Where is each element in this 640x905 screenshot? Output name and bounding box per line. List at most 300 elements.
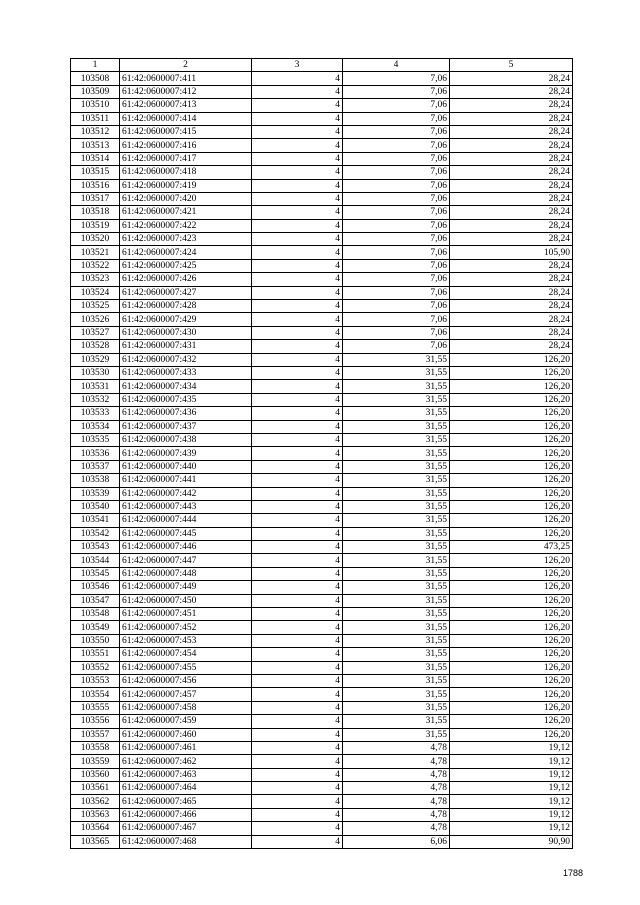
column-3-cell: 4 bbox=[252, 621, 343, 634]
column-3-cell: 4 bbox=[252, 581, 343, 594]
row-number-cell: 103530 bbox=[71, 366, 120, 379]
row-number-cell: 103528 bbox=[71, 340, 120, 353]
cadastral-number-cell: 61:42:0600007:463 bbox=[120, 768, 252, 781]
column-4-cell: 4,78 bbox=[343, 795, 450, 808]
row-number-cell: 103522 bbox=[71, 259, 120, 272]
column-header-5: 5 bbox=[450, 59, 573, 72]
table-row bbox=[71, 366, 573, 379]
cadastral-number-cell: 61:42:0600007:414 bbox=[120, 112, 252, 125]
row-number-cell: 103541 bbox=[71, 514, 120, 527]
cadastral-number-cell: 61:42:0600007:450 bbox=[120, 594, 252, 607]
cadastral-number-cell: 61:42:0600007:422 bbox=[120, 219, 252, 232]
table-row bbox=[71, 594, 573, 607]
column-3-cell: 4 bbox=[252, 608, 343, 621]
column-4-cell: 31,55 bbox=[343, 460, 450, 473]
table-row bbox=[71, 808, 573, 821]
row-number-cell: 103509 bbox=[71, 85, 120, 98]
cadastral-number-cell: 61:42:0600007:453 bbox=[120, 634, 252, 647]
column-4-cell: 7,06 bbox=[343, 313, 450, 326]
column-3-cell: 4 bbox=[252, 554, 343, 567]
column-5-cell: 126,20 bbox=[450, 674, 573, 687]
row-number-cell: 103524 bbox=[71, 286, 120, 299]
column-3-cell: 4 bbox=[252, 474, 343, 487]
table-row bbox=[71, 835, 573, 848]
cadastral-number-cell: 61:42:0600007:441 bbox=[120, 474, 252, 487]
cadastral-number-cell: 61:42:0600007:447 bbox=[120, 554, 252, 567]
column-3-cell: 4 bbox=[252, 125, 343, 138]
table-row bbox=[71, 822, 573, 835]
column-3-cell: 4 bbox=[252, 313, 343, 326]
column-5-cell: 126,20 bbox=[450, 621, 573, 634]
column-3-cell: 4 bbox=[252, 755, 343, 768]
cadastral-number-cell: 61:42:0600007:413 bbox=[120, 99, 252, 112]
row-number-cell: 103562 bbox=[71, 795, 120, 808]
table-row bbox=[71, 447, 573, 460]
column-5-cell: 126,20 bbox=[450, 380, 573, 393]
column-5-cell: 126,20 bbox=[450, 433, 573, 446]
column-4-cell: 31,55 bbox=[343, 380, 450, 393]
cadastral-number-cell: 61:42:0600007:439 bbox=[120, 447, 252, 460]
table-row bbox=[71, 166, 573, 179]
table-row bbox=[71, 554, 573, 567]
row-number-cell: 103523 bbox=[71, 273, 120, 286]
row-number-cell: 103561 bbox=[71, 782, 120, 795]
table-row bbox=[71, 407, 573, 420]
column-3-cell: 4 bbox=[252, 420, 343, 433]
column-5-cell: 126,20 bbox=[450, 661, 573, 674]
column-4-cell: 31,55 bbox=[343, 420, 450, 433]
column-3-cell: 4 bbox=[252, 741, 343, 754]
row-number-cell: 103520 bbox=[71, 233, 120, 246]
table-row bbox=[71, 674, 573, 687]
table-row bbox=[71, 340, 573, 353]
table-row bbox=[71, 487, 573, 500]
row-number-cell: 103508 bbox=[71, 72, 120, 85]
column-5-cell: 28,24 bbox=[450, 99, 573, 112]
column-5-cell: 126,20 bbox=[450, 353, 573, 366]
column-5-cell: 126,20 bbox=[450, 366, 573, 379]
column-5-cell: 126,20 bbox=[450, 500, 573, 513]
column-4-cell: 7,06 bbox=[343, 326, 450, 339]
table-row bbox=[71, 474, 573, 487]
column-4-cell: 7,06 bbox=[343, 219, 450, 232]
table-row bbox=[71, 99, 573, 112]
cadastral-number-cell: 61:42:0600007:423 bbox=[120, 233, 252, 246]
row-number-cell: 103514 bbox=[71, 152, 120, 165]
cadastral-number-cell: 61:42:0600007:454 bbox=[120, 648, 252, 661]
row-number-cell: 103510 bbox=[71, 99, 120, 112]
column-3-cell: 4 bbox=[252, 688, 343, 701]
row-number-cell: 103516 bbox=[71, 179, 120, 192]
column-4-cell: 31,55 bbox=[343, 433, 450, 446]
column-3-cell: 4 bbox=[252, 340, 343, 353]
cadastral-number-cell: 61:42:0600007:415 bbox=[120, 125, 252, 138]
table-row bbox=[71, 541, 573, 554]
column-4-cell: 31,55 bbox=[343, 393, 450, 406]
column-4-cell: 31,55 bbox=[343, 661, 450, 674]
column-3-cell: 4 bbox=[252, 206, 343, 219]
row-number-cell: 103557 bbox=[71, 728, 120, 741]
column-5-cell: 28,24 bbox=[450, 300, 573, 313]
column-4-cell: 4,78 bbox=[343, 755, 450, 768]
cadastral-number-cell: 61:42:0600007:427 bbox=[120, 286, 252, 299]
table-row bbox=[71, 701, 573, 714]
table-row bbox=[71, 741, 573, 754]
column-5-cell: 126,20 bbox=[450, 581, 573, 594]
table-row bbox=[71, 273, 573, 286]
row-number-cell: 103542 bbox=[71, 527, 120, 540]
column-5-cell: 28,24 bbox=[450, 313, 573, 326]
column-4-cell: 31,55 bbox=[343, 541, 450, 554]
column-4-cell: 31,55 bbox=[343, 487, 450, 500]
row-number-cell: 103517 bbox=[71, 192, 120, 205]
column-4-cell: 31,55 bbox=[343, 688, 450, 701]
column-3-cell: 4 bbox=[252, 500, 343, 513]
column-5-cell: 19,12 bbox=[450, 808, 573, 821]
column-5-cell: 19,12 bbox=[450, 741, 573, 754]
table-row bbox=[71, 567, 573, 580]
column-5-cell: 126,20 bbox=[450, 527, 573, 540]
cadastral-number-cell: 61:42:0600007:457 bbox=[120, 688, 252, 701]
column-5-cell: 126,20 bbox=[450, 554, 573, 567]
row-number-cell: 103515 bbox=[71, 166, 120, 179]
cadastral-number-cell: 61:42:0600007:412 bbox=[120, 85, 252, 98]
column-4-cell: 31,55 bbox=[343, 728, 450, 741]
row-number-cell: 103534 bbox=[71, 420, 120, 433]
column-4-cell: 31,55 bbox=[343, 594, 450, 607]
cadastral-number-cell: 61:42:0600007:459 bbox=[120, 715, 252, 728]
column-4-cell: 7,06 bbox=[343, 139, 450, 152]
cadastral-number-cell: 61:42:0600007:466 bbox=[120, 808, 252, 821]
column-5-cell: 28,24 bbox=[450, 259, 573, 272]
row-number-cell: 103552 bbox=[71, 661, 120, 674]
cadastral-number-cell: 61:42:0600007:444 bbox=[120, 514, 252, 527]
column-5-cell: 19,12 bbox=[450, 768, 573, 781]
cadastral-number-cell: 61:42:0600007:464 bbox=[120, 782, 252, 795]
row-number-cell: 103525 bbox=[71, 300, 120, 313]
column-3-cell: 4 bbox=[252, 139, 343, 152]
table-row bbox=[71, 353, 573, 366]
column-5-cell: 126,20 bbox=[450, 701, 573, 714]
row-number-cell: 103546 bbox=[71, 581, 120, 594]
column-4-cell: 31,55 bbox=[343, 621, 450, 634]
column-4-cell: 4,78 bbox=[343, 822, 450, 835]
column-4-cell: 31,55 bbox=[343, 500, 450, 513]
column-3-cell: 4 bbox=[252, 674, 343, 687]
table-row bbox=[71, 206, 573, 219]
column-3-cell: 4 bbox=[252, 192, 343, 205]
cadastral-number-cell: 61:42:0600007:446 bbox=[120, 541, 252, 554]
column-3-cell: 4 bbox=[252, 99, 343, 112]
column-3-cell: 4 bbox=[252, 259, 343, 272]
column-4-cell: 31,55 bbox=[343, 567, 450, 580]
column-5-cell: 126,20 bbox=[450, 514, 573, 527]
row-number-cell: 103518 bbox=[71, 206, 120, 219]
column-4-cell: 7,06 bbox=[343, 99, 450, 112]
column-5-cell: 126,20 bbox=[450, 715, 573, 728]
column-5-cell: 28,24 bbox=[450, 233, 573, 246]
row-number-cell: 103545 bbox=[71, 567, 120, 580]
table-row bbox=[71, 326, 573, 339]
column-3-cell: 4 bbox=[252, 648, 343, 661]
column-4-cell: 7,06 bbox=[343, 125, 450, 138]
column-5-cell: 126,20 bbox=[450, 688, 573, 701]
column-3-cell: 4 bbox=[252, 661, 343, 674]
column-3-cell: 4 bbox=[252, 300, 343, 313]
row-number-cell: 103539 bbox=[71, 487, 120, 500]
column-5-cell: 105,90 bbox=[450, 246, 573, 259]
cadastral-number-cell: 61:42:0600007:421 bbox=[120, 206, 252, 219]
column-4-cell: 7,06 bbox=[343, 192, 450, 205]
row-number-cell: 103547 bbox=[71, 594, 120, 607]
column-3-cell: 4 bbox=[252, 393, 343, 406]
column-3-cell: 4 bbox=[252, 152, 343, 165]
cadastral-number-cell: 61:42:0600007:458 bbox=[120, 701, 252, 714]
column-3-cell: 4 bbox=[252, 72, 343, 85]
cadastral-number-cell: 61:42:0600007:420 bbox=[120, 192, 252, 205]
cadastral-number-cell: 61:42:0600007:460 bbox=[120, 728, 252, 741]
row-number-cell: 103536 bbox=[71, 447, 120, 460]
column-5-cell: 90,90 bbox=[450, 835, 573, 848]
table-row bbox=[71, 608, 573, 621]
column-3-cell: 4 bbox=[252, 541, 343, 554]
row-number-cell: 103529 bbox=[71, 353, 120, 366]
column-4-cell: 7,06 bbox=[343, 246, 450, 259]
cadastral-number-cell: 61:42:0600007:419 bbox=[120, 179, 252, 192]
column-3-cell: 4 bbox=[252, 353, 343, 366]
column-3-cell: 4 bbox=[252, 634, 343, 647]
cadastral-number-cell: 61:42:0600007:443 bbox=[120, 500, 252, 513]
column-4-cell: 7,06 bbox=[343, 179, 450, 192]
column-5-cell: 126,20 bbox=[450, 648, 573, 661]
cadastral-number-cell: 61:42:0600007:468 bbox=[120, 835, 252, 848]
column-5-cell: 28,24 bbox=[450, 85, 573, 98]
table-row bbox=[71, 219, 573, 232]
column-5-cell: 19,12 bbox=[450, 755, 573, 768]
cadastral-number-cell: 61:42:0600007:437 bbox=[120, 420, 252, 433]
column-5-cell: 126,20 bbox=[450, 393, 573, 406]
table-body bbox=[71, 72, 573, 849]
row-number-cell: 103521 bbox=[71, 246, 120, 259]
table-row bbox=[71, 768, 573, 781]
cadastral-number-cell: 61:42:0600007:435 bbox=[120, 393, 252, 406]
table-row bbox=[71, 85, 573, 98]
column-3-cell: 4 bbox=[252, 514, 343, 527]
column-3-cell: 4 bbox=[252, 768, 343, 781]
cadastral-number-cell: 61:42:0600007:430 bbox=[120, 326, 252, 339]
table-row bbox=[71, 112, 573, 125]
column-3-cell: 4 bbox=[252, 407, 343, 420]
column-3-cell: 4 bbox=[252, 567, 343, 580]
table-row bbox=[71, 380, 573, 393]
column-header-2: 2 bbox=[120, 59, 252, 72]
table-row bbox=[71, 621, 573, 634]
table-row bbox=[71, 259, 573, 272]
table-row bbox=[71, 300, 573, 313]
column-header-1: 1 bbox=[71, 59, 120, 72]
table-row bbox=[71, 755, 573, 768]
column-4-cell: 7,06 bbox=[343, 152, 450, 165]
cadastral-number-cell: 61:42:0600007:452 bbox=[120, 621, 252, 634]
column-3-cell: 4 bbox=[252, 822, 343, 835]
row-number-cell: 103555 bbox=[71, 701, 120, 714]
table-row bbox=[71, 514, 573, 527]
column-4-cell: 31,55 bbox=[343, 701, 450, 714]
table-row bbox=[71, 795, 573, 808]
column-4-cell: 31,55 bbox=[343, 407, 450, 420]
table-row bbox=[71, 728, 573, 741]
table-row bbox=[71, 179, 573, 192]
table-row bbox=[71, 420, 573, 433]
table-row bbox=[71, 782, 573, 795]
column-5-cell: 126,20 bbox=[450, 634, 573, 647]
column-4-cell: 4,78 bbox=[343, 782, 450, 795]
table-row bbox=[71, 393, 573, 406]
cadastral-number-cell: 61:42:0600007:438 bbox=[120, 433, 252, 446]
column-header-3: 3 bbox=[252, 59, 343, 72]
data-table bbox=[70, 58, 573, 849]
cadastral-number-cell: 61:42:0600007:411 bbox=[120, 72, 252, 85]
cadastral-number-cell: 61:42:0600007:416 bbox=[120, 139, 252, 152]
column-4-cell: 4,78 bbox=[343, 741, 450, 754]
table-row bbox=[71, 581, 573, 594]
column-5-cell: 126,20 bbox=[450, 460, 573, 473]
column-5-cell: 19,12 bbox=[450, 795, 573, 808]
column-4-cell: 7,06 bbox=[343, 112, 450, 125]
table-row bbox=[71, 648, 573, 661]
column-4-cell: 31,55 bbox=[343, 674, 450, 687]
table-row bbox=[71, 433, 573, 446]
column-3-cell: 4 bbox=[252, 219, 343, 232]
column-4-cell: 31,55 bbox=[343, 554, 450, 567]
column-4-cell: 4,78 bbox=[343, 808, 450, 821]
column-5-cell: 19,12 bbox=[450, 782, 573, 795]
row-number-cell: 103560 bbox=[71, 768, 120, 781]
cadastral-number-cell: 61:42:0600007:431 bbox=[120, 340, 252, 353]
row-number-cell: 103533 bbox=[71, 407, 120, 420]
column-header-4: 4 bbox=[343, 59, 450, 72]
row-number-cell: 103556 bbox=[71, 715, 120, 728]
column-4-cell: 31,55 bbox=[343, 648, 450, 661]
column-5-cell: 28,24 bbox=[450, 166, 573, 179]
column-3-cell: 4 bbox=[252, 166, 343, 179]
header-row bbox=[71, 59, 573, 72]
column-4-cell: 31,55 bbox=[343, 474, 450, 487]
row-number-cell: 103563 bbox=[71, 808, 120, 821]
column-5-cell: 126,20 bbox=[450, 487, 573, 500]
table-row bbox=[71, 715, 573, 728]
row-number-cell: 103565 bbox=[71, 835, 120, 848]
row-number-cell: 103532 bbox=[71, 393, 120, 406]
column-5-cell: 28,24 bbox=[450, 326, 573, 339]
column-4-cell: 31,55 bbox=[343, 608, 450, 621]
table-row bbox=[71, 527, 573, 540]
table-row bbox=[71, 233, 573, 246]
row-number-cell: 103543 bbox=[71, 541, 120, 554]
column-5-cell: 28,24 bbox=[450, 286, 573, 299]
column-4-cell: 4,78 bbox=[343, 768, 450, 781]
column-3-cell: 4 bbox=[252, 246, 343, 259]
cadastral-number-cell: 61:42:0600007:434 bbox=[120, 380, 252, 393]
cadastral-number-cell: 61:42:0600007:426 bbox=[120, 273, 252, 286]
column-5-cell: 126,20 bbox=[450, 608, 573, 621]
column-4-cell: 31,55 bbox=[343, 353, 450, 366]
column-5-cell: 126,20 bbox=[450, 728, 573, 741]
column-3-cell: 4 bbox=[252, 366, 343, 379]
table-row bbox=[71, 313, 573, 326]
column-3-cell: 4 bbox=[252, 594, 343, 607]
cadastral-number-cell: 61:42:0600007:442 bbox=[120, 487, 252, 500]
column-4-cell: 6,06 bbox=[343, 835, 450, 848]
table-row bbox=[71, 72, 573, 85]
row-number-cell: 103535 bbox=[71, 433, 120, 446]
cadastral-number-cell: 61:42:0600007:429 bbox=[120, 313, 252, 326]
column-5-cell: 126,20 bbox=[450, 567, 573, 580]
column-5-cell: 28,24 bbox=[450, 219, 573, 232]
column-3-cell: 4 bbox=[252, 286, 343, 299]
cadastral-number-cell: 61:42:0600007:448 bbox=[120, 567, 252, 580]
row-number-cell: 103540 bbox=[71, 500, 120, 513]
column-4-cell: 7,06 bbox=[343, 286, 450, 299]
column-3-cell: 4 bbox=[252, 808, 343, 821]
row-number-cell: 103564 bbox=[71, 822, 120, 835]
row-number-cell: 103554 bbox=[71, 688, 120, 701]
column-5-cell: 28,24 bbox=[450, 179, 573, 192]
table-row bbox=[71, 661, 573, 674]
table-row bbox=[71, 192, 573, 205]
column-3-cell: 4 bbox=[252, 326, 343, 339]
column-3-cell: 4 bbox=[252, 835, 343, 848]
cadastral-number-cell: 61:42:0600007:462 bbox=[120, 755, 252, 768]
column-5-cell: 28,24 bbox=[450, 340, 573, 353]
column-4-cell: 31,55 bbox=[343, 715, 450, 728]
cadastral-number-cell: 61:42:0600007:425 bbox=[120, 259, 252, 272]
column-5-cell: 126,20 bbox=[450, 474, 573, 487]
row-number-cell: 103519 bbox=[71, 219, 120, 232]
row-number-cell: 103511 bbox=[71, 112, 120, 125]
column-3-cell: 4 bbox=[252, 433, 343, 446]
column-3-cell: 4 bbox=[252, 782, 343, 795]
cadastral-number-cell: 61:42:0600007:436 bbox=[120, 407, 252, 420]
cadastral-number-cell: 61:42:0600007:440 bbox=[120, 460, 252, 473]
column-4-cell: 7,06 bbox=[343, 259, 450, 272]
column-5-cell: 28,24 bbox=[450, 139, 573, 152]
column-5-cell: 473,25 bbox=[450, 541, 573, 554]
column-3-cell: 4 bbox=[252, 715, 343, 728]
column-5-cell: 126,20 bbox=[450, 594, 573, 607]
column-4-cell: 7,06 bbox=[343, 206, 450, 219]
row-number-cell: 103550 bbox=[71, 634, 120, 647]
row-number-cell: 103513 bbox=[71, 139, 120, 152]
column-5-cell: 126,20 bbox=[450, 447, 573, 460]
column-3-cell: 4 bbox=[252, 380, 343, 393]
column-5-cell: 28,24 bbox=[450, 206, 573, 219]
row-number-cell: 103531 bbox=[71, 380, 120, 393]
column-5-cell: 28,24 bbox=[450, 72, 573, 85]
cadastral-number-cell: 61:42:0600007:465 bbox=[120, 795, 252, 808]
cadastral-number-cell: 61:42:0600007:467 bbox=[120, 822, 252, 835]
row-number-cell: 103549 bbox=[71, 621, 120, 634]
column-3-cell: 4 bbox=[252, 273, 343, 286]
row-number-cell: 103548 bbox=[71, 608, 120, 621]
row-number-cell: 103551 bbox=[71, 648, 120, 661]
column-4-cell: 31,55 bbox=[343, 447, 450, 460]
column-3-cell: 4 bbox=[252, 728, 343, 741]
table-row bbox=[71, 634, 573, 647]
cadastral-number-cell: 61:42:0600007:445 bbox=[120, 527, 252, 540]
column-3-cell: 4 bbox=[252, 233, 343, 246]
column-3-cell: 4 bbox=[252, 487, 343, 500]
